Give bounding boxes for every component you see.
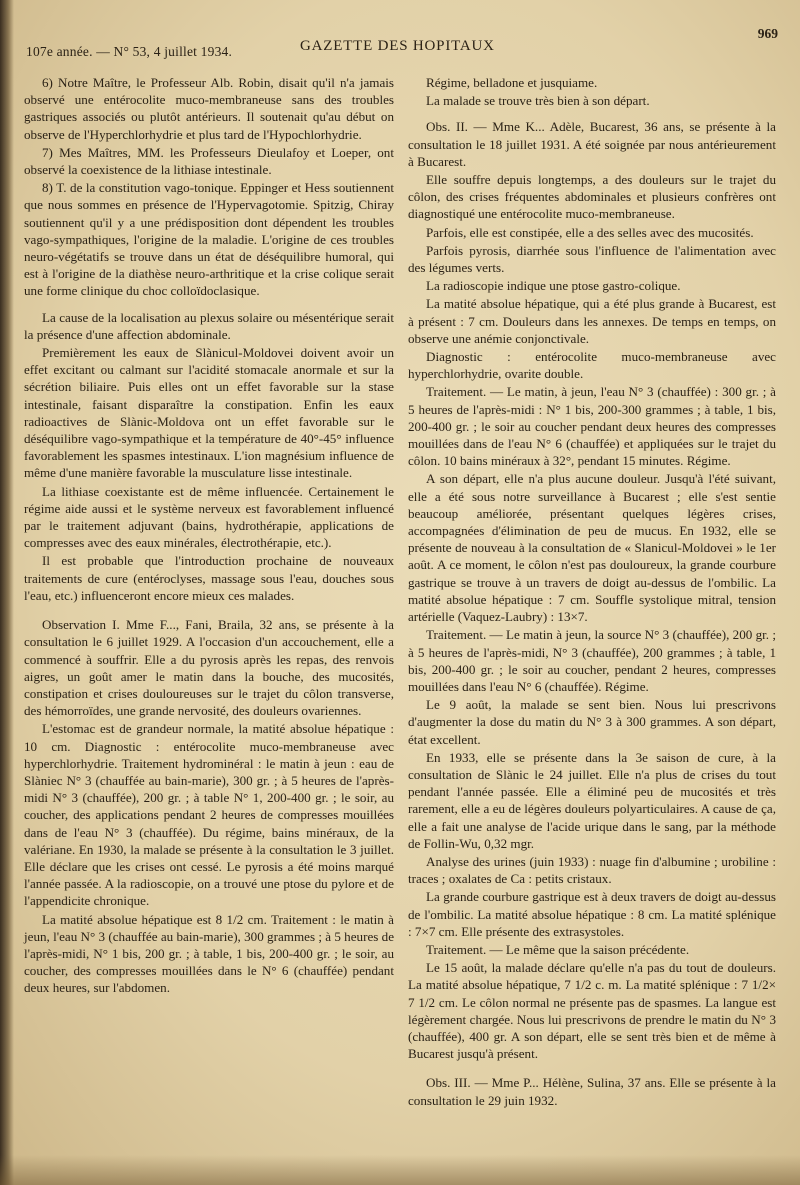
- paragraph: Traitement. — Le matin, à jeun, l'eau N° 3 (chauffée) : 300 gr. ; à 5 heures de l'après-midi : N° 1 bis, 200-300 grammes ; à table, 1 bis, 200-400 gr. ; le soir au coucher pendant deux heures des compresses mouillées dans de l'eau N° 6 (chauffée) et appliquées sur le trajet du côlon. 10 bains minéraux à 32°, pendant 15 minutes. Régime.: [408, 384, 776, 469]
- paragraph: Il est probable que l'introduction prochaine de nouveaux traitements de cure (entéroclyses, massage sous l'eau, douches sous l'eau, etc.) influenceront encore mieux ces malades.: [24, 553, 394, 603]
- paragraph: Premièrement les eaux de Slànicul-Moldovei doivent avoir un effet excitant ou calmant sur l'acidité stomacale anormale et sur la sécrétion biliaire. Puis elles ont un effet favorable sur la stase intestinale, faisant disparaître la constipation. Enfin les eaux radioactives de Slànic-Moldova ont un effet favorable sur le déséquilibre vago-sympathique et la température de 40°-45° influence favorablement les spasmes intestinaux. L'ion magnésium influence de même d'une manière favorable la musculature lisse intestinale.: [24, 345, 394, 481]
- paragraph: Parfois, elle est constipée, elle a des selles avec des mucosités.: [426, 224, 754, 240]
- paragraph: Parfois pyrosis, diarrhée sous l'influence de l'alimentation avec des légumes verts.: [408, 242, 776, 276]
- paragraph: 7) Mes Maîtres, MM. les Professeurs Dieulafoy et Loeper, ont observé la coexistence de la lithiase intestinale.: [24, 144, 394, 178]
- observation-paragraph: Obs. III. — Mme P... Hélène, Sulina, 37 ans. Elle se présente à la consultation le 29 juin 1932.: [408, 1075, 776, 1108]
- paragraph: Elle souffre depuis longtemps, a des douleurs sur le trajet du côlon, des crises fréquentes abdominales et plusieurs confrères ont diagnostiqué une entérocolite muco-membraneuse.: [408, 172, 776, 222]
- paragraph: La grande courbure gastrique est à deux travers de doigt au-dessus de l'ombilic. La matité absolue hépatique : 8 cm. La matité splénique : 7×7 cm. Elle présente des extrasystoles.: [408, 889, 776, 939]
- observation-paragraph: Obs. II. — Mme K... Adèle, Bucarest, 36 ans, se présente à la consultation le 18 juillet 1931. A été soignée par nous antérieurement à Bucarest.: [408, 119, 776, 169]
- paragraph: A son départ, elle n'a plus aucune douleur. Jusqu'à l'été suivant, elle a été sous notre surveillance à Bucarest ; elle s'est sentie beaucoup améliorée, présentant quelques légères crises, accompagnées d'élimination de peu de mucus. En 1932, elle se présente de nouveau à la consultation de « Slanicul-Moldovei » le 1er août. A ce moment, le côlon n'est pas douloureux, la grande courbure gastrique se trouve à un travers de doigt au-dessus de l'ombilic. La matité absolue hépatique : 7 cm. Souffle systolique mitral, tension artérielle (Vaquez-Laubry) : 13×7.: [408, 471, 776, 625]
- paragraph: La matité absolue hépatique est 8 1/2 cm. Traitement : le matin à jeun, l'eau N° 3 (chauffée au bain-marie), 300 grammes ; à 5 heures de l'après-midi, N° 1 bis, 200 gr. ; à table, 1 bis, 200-400 gr. ; le soir, au coucher, des compresses mouillées dans le N° 6 (chauffée) pendant deux heures, sur l'abdomen.: [24, 911, 394, 996]
- paragraph: Le 15 août, la malade déclare qu'elle n'a pas du tout de douleurs. La matité absolue hépatique, 7 1/2 c. m. La matité splénique : 7 1/2× 7 1/2 cm. Le côlon normal ne présente pas de spasmes. La langue est légèrement chargée. Nous lui prescrivons de prendre le matin du N° 3 (chauffée), 400 gr. A son départ, elle se sent très bien et de même à Bucarest jusqu'à présent.: [408, 960, 776, 1062]
- paragraph: La radioscopie indique une ptose gastro-colique.: [426, 278, 681, 294]
- paragraph: En 1933, elle se présente dans la 3e saison de cure, à la consultation de Slànic le 24 juillet. Elle n'a plus de crises du tout pendant l'année passée. Elle a éliminé peu de mucosités et très rarement, elle a eu de légères douleurs polyarticulaires. A cause de ça, elle a fait une analyse de l'acide urique dans le sang, par la méthode de Follin-Wu, 0,32 mgr.: [408, 749, 776, 851]
- left-column: [24, 74, 394, 998]
- paragraph: Diagnostic : entérocolite muco-membraneuse avec hyperchlorhydrie, ovarite double.: [408, 349, 776, 382]
- paragraph: L'estomac est de grandeur normale, la matité absolue hépatique : 10 cm. Diagnostic : entérocolite muco-membraneuse avec hyperchlorhydrie. Traitement hydrominéral : le matin à jeun : eau de Slàniec N° 3 (chauffée au bain-marie), 300 gr. ; à 5 heures de l'après-midi N° 3 (chauffée), 200 gr. ; à table N° 1, 200-400 gr. ; le soir, au coucher, des applications pendant 2 heures de compresses mouillées dans de l'eau N° 3 (chauffée). Du régime, bains minéraux, de la valériane. En 1930, la malade se présente à la consultation le 3 juillet. Elle déclare que les crises ont cessé. Le pyrosis a été moins marqué l'année passée. A la radioscopie, on a trouvé une ptose du pylore et de l'appendicite chronique.: [24, 721, 394, 909]
- paragraph: La matité absolue hépatique, qui a été plus grande à Bucarest, est à présent : 7 cm. Douleurs dans les annexes. De temps en temps, on observe une anémie conjonctivale.: [408, 296, 776, 346]
- observation-paragraph: Observation I. Mme F..., Fani, Braila, 32 ans, se présente à la consultation le 6 juillet 1929. A l'occasion d'un accouchement, elle a commencé à souffrir. Elle a du pyrosis après les repas, des renvois aigres, un goût amer le matin dans la bouche, des mucosités, constipation et crises douloureuses sur le trajet du côlon transverse, des hémorroïdes, une grande nervosité, des douleurs ovariennes.: [24, 617, 394, 719]
- paragraph: 6) Notre Maître, le Professeur Alb. Robin, disait qu'il n'a jamais observé une entérocolite muco-membraneuse sans des troubles gastriques associés ou plutôt antérieurs. Il soutenait qu'au début on observe de l'Hyperchlorhydrie et plus tard de l'Hypochlorhydrie.: [24, 75, 394, 142]
- paragraph: Analyse des urines (juin 1933) : nuage fin d'albumine ; urobiline : traces ; oxalates de Ca : petits cristaux.: [408, 853, 776, 887]
- page-number: 969: [757, 26, 778, 41]
- paragraph: Le 9 août, la malade se sent bien. Nous lui prescrivons d'augmenter la dose du matin du N° 3 à 300 grammes. A son départ, état excellent.: [408, 697, 776, 747]
- paragraph: La lithiase coexistante est de même influencée. Certainement le régime aide aussi et le système nerveux est favorablement influencé par le traitement adjuvant (bains, hydrothérapie, applications de compresses avec des eaux minérales, électrothérapie, etc.).: [24, 483, 394, 551]
- paragraph: Régime, belladone et jusquiame.: [426, 75, 598, 90]
- paragraph: Traitement. — Le même que la saison précédente.: [426, 941, 690, 957]
- issue-line: 107e année. — N° 53, 4 juillet 1934.: [26, 44, 233, 59]
- paragraph: Traitement. — Le matin à jeun, la source N° 3 (chauffée), 200 gr. ; à 5 heures de l'après-midi, N° 3 (chauffée), 200 grammes ; à table, 1 bis, 200-400 gr. ; le soir au coucher, pendant 2 heures, compresses mouillées dans l'eau N° 6 (chauffée). Régime.: [408, 627, 776, 694]
- paragraph: La cause de la localisation au plexus solaire ou mésentérique serait la présence d'une affection abdominale.: [24, 309, 394, 342]
- journal-title: GAZETTE DES HOPITAUX: [300, 38, 495, 54]
- page-binding-edge: [0, 0, 14, 1185]
- right-column: [408, 74, 776, 1110]
- page-header: [26, 26, 778, 64]
- paragraph: 8) T. de la constitution vago-tonique. Eppinger et Hess soutiennent que nous sommes en présence de l'Hypervagotomie. Spitzig, Chiray soutiennent qu'il y a une prédisposition dont dépendent les troubles vago-sympathiques, l'origine de la maladie. L'origine de ces troubles neuro-végétatifs se trouve dans un état de déséquilibre humoral, qui est à l'origine de la diathèse neuro-arthritique et la crise colique serait une forme clinique du choc colloïdoclasique.: [24, 180, 394, 299]
- page-bottom-shade: [0, 1155, 800, 1185]
- paragraph: La malade se trouve très bien à son départ.: [426, 93, 650, 109]
